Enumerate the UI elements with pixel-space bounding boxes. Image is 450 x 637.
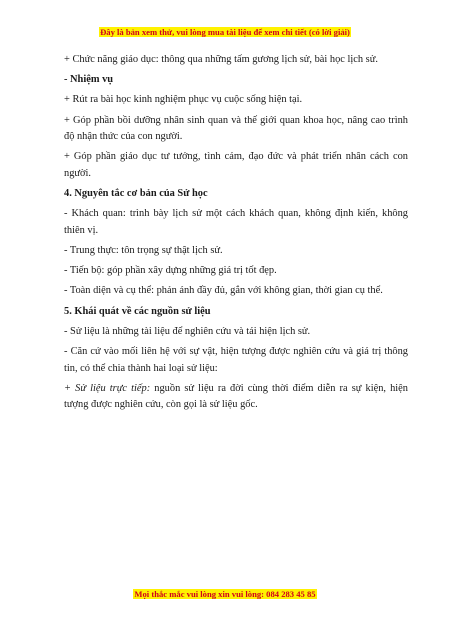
preview-notice-banner: [0, 27, 450, 37]
paragraph-direct-sources: [64, 381, 408, 414]
paragraph-education-function: + Chức năng giáo dục: thông qua những tấm gương lịch sử, bài học lịch sử.: [64, 54, 378, 65]
paragraph-source-classification: - Căn cứ vào mối liên hệ với sự vật, hiện tượng được nghiên cứu và giá trị thông tin, có thể chia thành hai loại sử liệu:: [64, 346, 408, 374]
paragraph-source-definition: - Sử liệu là những tài liệu để nghiên cứu và tái hiện lịch sử.: [64, 325, 311, 337]
paragraph-comprehensive: - Toàn diện và cụ thể: phản ánh đầy đủ, gắn với không gian, thời gian cụ thể.: [64, 285, 383, 297]
paragraph-task-moral-education: + Góp phần giáo dục tư tưởng, tình cảm, đạo đức và phát triển nhân cách con người.: [64, 151, 408, 179]
document-body: [64, 52, 408, 418]
paragraph-progress: - Tiến bộ: góp phần xây dựng những giá trị tốt đẹp.: [64, 265, 277, 277]
paragraph-task-lessons: + Rút ra bài học kinh nghiệm phục vụ cuộc sống hiện tại.: [64, 94, 303, 106]
direct-sources-term: + Sử liệu trực tiếp:: [64, 382, 151, 394]
direct-sources-definition: nguồn sử liệu ra đời cùng thời điểm diễn ra sự kiện, hiện tượng được nghiên cứu, còn gọi là sử liệu gốc.: [64, 382, 408, 411]
heading-tasks: - Nhiệm vụ: [64, 74, 114, 86]
paragraph-task-worldview: + Góp phần bồi dưỡng nhân sinh quan và thế giới quan khoa học, nâng cao trình độ nhận thức của con người.: [64, 114, 408, 143]
contact-footer-text: Mọi thắc mắc vui lòng xin vui lòng: 084 283 45 85: [134, 589, 316, 599]
paragraph-honesty: - Trung thực: tôn trọng sự thật lịch sử.: [64, 245, 223, 257]
paragraph-objectivity: - Khách quan: trình bày lịch sử một cách khách quan, không định kiến, không thiên vị.: [64, 208, 408, 236]
heading-section-4: 4. Nguyên tắc cơ bản của Sử học: [64, 188, 208, 200]
heading-section-5: 5. Khái quát về các nguồn sử liệu: [64, 305, 211, 317]
contact-footer-banner: [0, 589, 450, 599]
preview-notice-text: Đây là bản xem thử, vui lòng mua tài liệu để xem chi tiết (có lời giải): [100, 27, 350, 37]
